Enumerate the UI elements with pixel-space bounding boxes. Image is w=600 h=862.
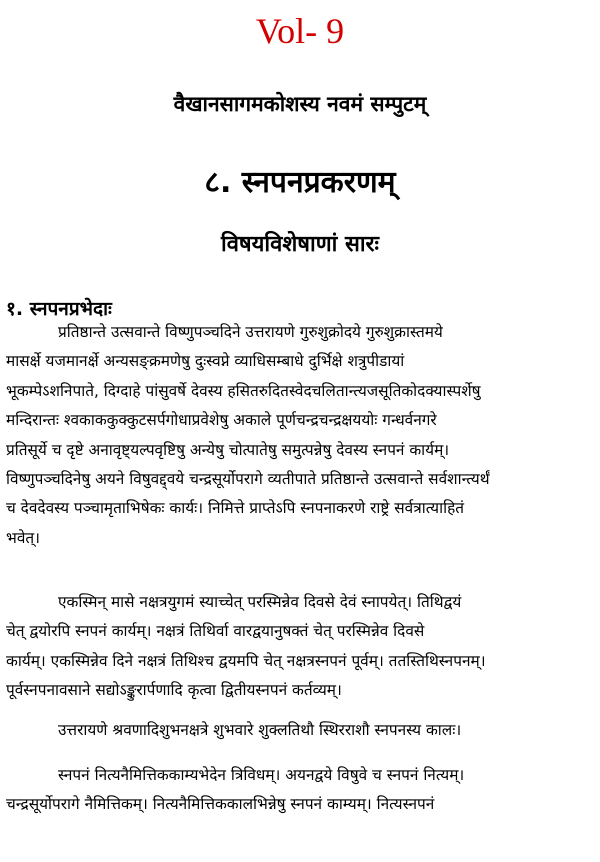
text-line: पूर्वस्नपनावसाने सद्योऽङ्कुरार्पणादि कृत्वा द्वितीयस्नपनं कर्तव्यम्। — [6, 681, 342, 700]
text-line: कार्यम्। एकस्मिन्नेव दिने नक्षत्रं तिथिश्च द्वयमपि चेत् नक्षत्रस्नपनं पूर्वम्। ततस्तिथिस्नपनम्। — [6, 651, 486, 670]
section-heading: १. स्नपनप्रभेदाः — [6, 298, 112, 320]
text-line: एकस्मिन् मासे नक्षत्रयुगमं स्याच्चेत् परस्मिन्नेव दिवसे देवं स्नापयेत्। तिथिद्वयं — [58, 593, 462, 611]
text-line: विष्णुपञ्चदिनेषु अयने विषुवद्द्वये चन्द्रसूर्योपरागे व्यतीपाते प्रतिष्ठान्ते उत्सवान्ते सर्वशान्त्यर्थं — [6, 470, 490, 489]
text-line: भवेत्। — [6, 528, 40, 547]
text-line: स्नपनं नित्यनैमित्तिककाम्यभेदेन त्रिविधम्। अयनद्वये विषुवे च स्नपनं नित्यम्। — [58, 766, 465, 784]
text-line: भूकम्पेऽशनिपाते, दिग्दाहे पांसुवर्षे देवस्य हसितरुदितस्वेदचलितान्त्यजसूतिकोदक्यास्पर्शेषु — [6, 381, 481, 400]
text-line: उत्तरायणे श्रवणादिशुभनक्षत्रे शुभवारे शुक्लतिथौ स्थिरराशौ स्नपनस्य कालः। — [58, 721, 462, 739]
text-line: मासर्क्षे यजमानर्क्षे अन्यसङ्क्रमणेषु दुःस्वप्ने व्याधिसम्बाधे दुर्भिक्षे शत्रुपीडायां — [6, 352, 405, 371]
chapter-subtitle: विषयविशेषाणां सारः — [221, 232, 379, 257]
chapter-title: ८. स्नपनप्रकरणम् — [204, 165, 396, 200]
text-line: प्रतिसूर्ये च दृष्टे अनावृष्ट्यल्पवृष्टिषु अन्येषु चोत्पातेषु समुत्पन्नेषु देवस्य स्नपनं कार्यम्। — [6, 440, 450, 459]
text-line: चन्द्रसूर्योपरागे नैमित्तिकम्। नित्यनैमित्तिककालभिन्नेषु स्नपनं काम्यम्। नित्यस्नपनं — [6, 795, 435, 814]
paragraph — [6, 318, 594, 553]
text-line: चेत् द्वयोरपि स्नपनं कार्यम्। नक्षत्रं तिथिर्वा वारद्वयानुषक्तं चेत् परस्मिन्नेव दिवसे — [6, 622, 425, 641]
text-line: प्रतिष्ठान्ते उत्सवान्ते विष्णुपञ्चदिने उत्तरायणे गुरुशुक्रोदये गुरुशुक्रास्तमये — [58, 323, 443, 341]
paragraph — [6, 716, 594, 745]
text-line: च देवदेवस्य पञ्चामृताभिषेकः कार्यः। निमित्ते प्राप्तेऽपि स्नपनाकरणे राष्ट्रे सर्वत्रात्याहितं — [6, 499, 465, 518]
paragraph — [6, 761, 594, 820]
paragraph — [6, 588, 594, 706]
book-title: वैखानसागमकोशस्य नवमं सम्पुटम् — [173, 92, 427, 116]
text-line: मन्दिरान्तः श्वकाककुक्कुटसर्पगोधाप्रवेशेषु अकाले पूर्णचन्द्रचन्द्रक्षययोः गन्धर्वनगरे — [6, 411, 437, 430]
volume-label: Vol- 9 — [255, 11, 345, 51]
